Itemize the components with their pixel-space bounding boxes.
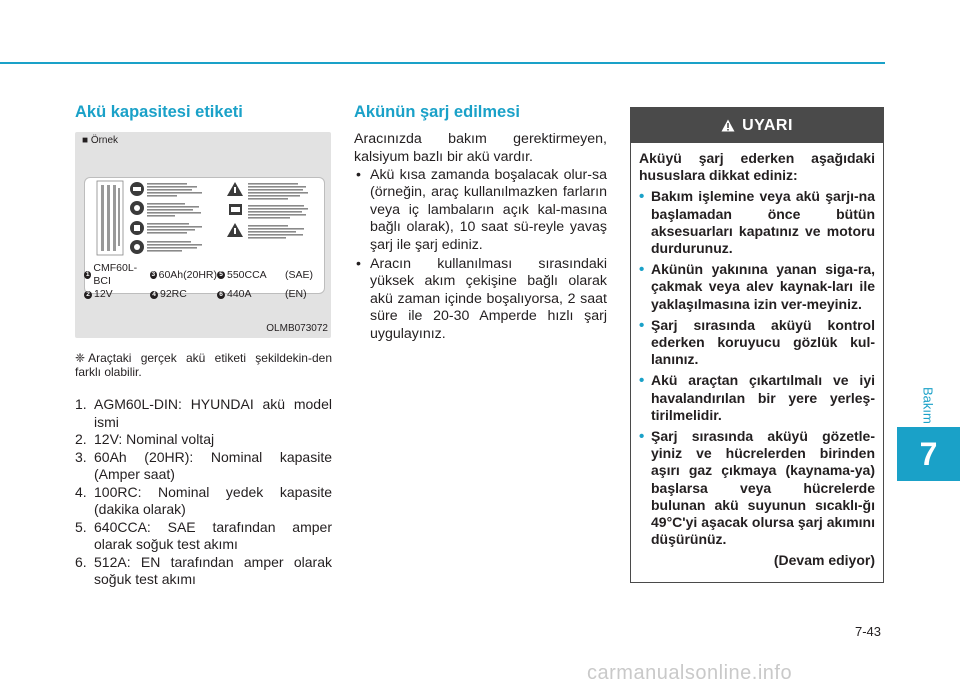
spec-cell [150, 288, 217, 301]
list-item [75, 554, 332, 589]
battery-spec-rows [84, 262, 324, 301]
chapter-tab[interactable]: 7 [897, 427, 960, 481]
spec-badge: 4 [150, 291, 158, 299]
spec-badge: 6 [217, 291, 225, 299]
header-rule [0, 62, 885, 64]
spec-row [84, 262, 324, 288]
list-number: 2. [75, 431, 87, 447]
list-item [639, 317, 875, 369]
bullet-dot: • [639, 372, 645, 390]
bullet-dot: • [356, 167, 361, 183]
list-text: 100RC: Nominal yedek kapasite (dakika olarak) [94, 483, 332, 517]
spec-badge: 5 [217, 271, 225, 279]
list-number: 4. [75, 483, 87, 500]
spec-cell [150, 262, 217, 288]
spec-text: (EN) [285, 288, 307, 300]
list-number: 1. [75, 396, 87, 412]
warning-header [631, 108, 883, 143]
bullet-dot: • [639, 428, 645, 446]
spec-text: 550CCA [227, 268, 267, 281]
list-item [75, 449, 332, 484]
list-item [75, 431, 332, 449]
spec-cell [285, 288, 307, 301]
spec-text: 440A [227, 288, 252, 300]
bullet-text: Şarj sırasında aküyü kontrol ederken koruyucu gözlük kul-lanınız. [651, 316, 875, 368]
bullet-text: Akü araçtan çıkartılmalı ve iyi havalandırılan bir yere yerleş-tirilmelidir. [651, 372, 875, 423]
spec-badge: 2 [84, 291, 92, 299]
spec-cell [285, 262, 313, 288]
list-text: 12V: Nominal voltaj [94, 431, 215, 447]
list-item [75, 396, 332, 431]
list-text: 512A: EN tarafından amper olarak soğuk test akımı [94, 553, 332, 587]
warning-intro: Aküyü şarj ederken aşağıdaki hususlara dikkat ediniz: [639, 150, 875, 184]
list-number: 6. [75, 553, 87, 570]
list-item [639, 428, 875, 548]
warning-box [630, 107, 884, 583]
spec-text: 92RC [160, 288, 187, 300]
bullet-text: Şarj sırasında aküyü gözetle-yiniz ve hücrelerden birinden aşırı gaz çıkmaya (kaynama-ya) başlarsa veya hücrelerde bulunan akü suyunun sıcaklı-ğı 49°C'yi aşacak olursa şarj akımını düşürünüz. [651, 428, 875, 548]
bullet-dot: • [639, 188, 645, 206]
continued-label: (Devam ediyor) [773, 552, 875, 569]
watermark: carmanualsonline.info [587, 662, 793, 684]
bullet-dot: • [639, 316, 645, 334]
list-item [639, 188, 875, 257]
list-item [354, 256, 607, 343]
section-title-charging: Akünün şarj edilmesi [354, 103, 520, 121]
page-number: 7-43 [855, 624, 882, 639]
bullet-text: Aracın kullanılması sırasındaki yüksek akım çekişine bağlı olarak akü zaman içinde boşalıyorsa, 2 saat süre ile 20-30 Amperde hızlı şarj uygulayınız. [370, 256, 607, 342]
charging-intro: Aracınızda bakım gerektirmeyen, kalsiyum bazlı bir akü vardır. [354, 131, 607, 165]
spec-cell [84, 288, 150, 301]
list-item [639, 372, 875, 424]
spec-cell [84, 262, 150, 288]
bullet-text: Bakım işlemine veya akü şarjı-na başlamadan önce bütün aksesuarları kapatınız ve motoru durdurunuz. [651, 188, 875, 257]
section-title-battery-label: Akü kapasitesi etiketi [75, 103, 243, 121]
bullet-text: Akünün yakınına yanan siga-ra, çakmak veya alev kaynak-ları ile yaklaşılmasına izin ver-meyiniz. [651, 261, 875, 312]
battery-label-figure [75, 132, 331, 338]
list-item [639, 261, 875, 313]
list-item [75, 484, 332, 519]
spec-text: CMF60L-BCI [93, 262, 138, 287]
list-number: 3. [75, 448, 87, 465]
chapter-name: Bakım [920, 386, 936, 424]
charging-bullets [354, 167, 607, 345]
list-item [354, 167, 607, 254]
spec-text: 60Ah(20HR) [158, 268, 217, 281]
spec-text: (SAE) [285, 268, 314, 281]
list-item [75, 519, 332, 554]
warning-title: UYARI [742, 116, 793, 134]
figure-example-label: ■ Örnek [82, 135, 119, 146]
spec-cell [217, 288, 285, 301]
label-definition-list [75, 396, 332, 589]
bullet-dot: • [356, 256, 361, 273]
list-text: 640CCA: SAE tarafından amper olarak soğuk test akımı [94, 518, 332, 552]
figure-note [75, 351, 332, 379]
warning-body [631, 143, 883, 570]
spec-cell [217, 262, 285, 288]
list-number: 5. [75, 518, 87, 535]
note-text: Araçtaki gerçek akü etiketi şekildekin-den farklı olabilir. [75, 351, 332, 379]
figure-code: OLMB073072 [266, 323, 328, 334]
list-text: AGM60L-DIN: HYUNDAI akü model ismi [94, 396, 332, 430]
bullet-text: Akü kısa zamanda boşalacak olur-sa (örneğin, araç kullanılmazken farların veya iç lambaların açık kal-masına bağlı olarak), 10 saat sü-reyle yavaş şarj ile şarj ediniz. [370, 167, 607, 253]
list-text: 60Ah (20HR): Nominal kapasite (Amper saat) [94, 448, 332, 482]
spec-badge: 3 [151, 271, 156, 278]
spec-text: 12V [94, 288, 113, 300]
note-symbol: ❈ [75, 351, 86, 365]
spec-badge: 1 [85, 271, 90, 278]
spec-row [84, 288, 324, 301]
warning-triangle-icon [721, 119, 735, 132]
bullet-dot: • [639, 261, 645, 279]
